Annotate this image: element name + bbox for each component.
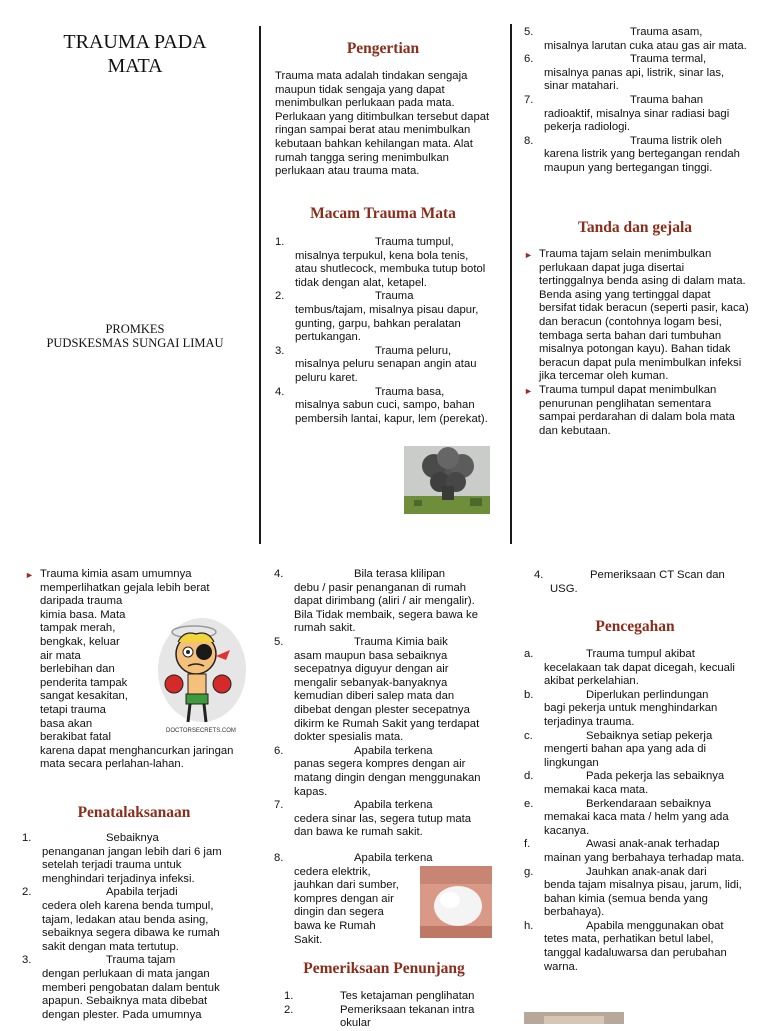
text-line: dingin dan segera: [294, 906, 384, 919]
list-item: a. Trauma tumpul akibat kecelakaan tak dapat dicegah, kecuali akibat perkelahian.: [524, 648, 735, 688]
list-item: 2. Trauma tembus/tajam, misalnya pisau dapur, gunting, garpu, bahkan peralatan pertukangan.: [275, 290, 479, 344]
text-line: sangat kesakitan,: [40, 690, 128, 703]
list-item: 1. Tes ketajaman penglihatan: [284, 990, 475, 1002]
list-item: 7. Apabila terkena cedera sinar las, segera tutup mata dan bawa ke rumah sakit.: [274, 799, 472, 839]
text-line: air mata: [40, 649, 81, 662]
list-item: 8. Trauma listrik oleh karena listrik yang bertegangan rendah maupun yang bertegangan tinggi.: [524, 134, 740, 174]
text-line: memperlihatkan gejala lebih berat: [40, 581, 210, 594]
column-divider-2: [510, 24, 512, 544]
column-divider-1: [259, 26, 261, 544]
text-line: basa akan: [40, 717, 93, 730]
organization-name: PROMKES PUDSKESMAS SUNGAI LIMAU: [46, 322, 224, 350]
list-item: 4. Bila terasa klilipan debu / pasir penanganan di rumah dapat dirimbang (aliri / air mengalir). Bila Tidak membaik, segera bawa ke rumah sakit.: [274, 568, 478, 635]
pencegahan-list: [524, 648, 750, 974]
penatalaksanaan-heading: Penatalaksanaan: [77, 804, 191, 821]
partial-photo: [524, 1012, 624, 1024]
kimia-tail: karena dapat menghancurkan jaringan mata secara perlahan-lahan.: [40, 744, 234, 771]
tanda-gejala-heading: Tanda dan gejala: [578, 219, 692, 236]
pengertian-text: Trauma mata adalah tindakan sengaja maupun tidak sengaja yang dapat menimbulkan perlukaan pada mata. Perlukaan yang ditimbulkan tersebut dapat ringan sampai berat atau menimbulkan kebutaan bahkan kehilangan mata. Alat rumah tangga sering menimbulkan perlukaan atau trauma mata.: [275, 70, 490, 178]
text-line: daripada trauma: [40, 595, 123, 608]
text-line: jauhkan dari sumber,: [294, 879, 399, 892]
list-item: 6. Apabila terkena panas segera kompres dengan air matang dingin dengan menggunakan kapas.: [274, 744, 481, 798]
list-item: c. Sebaiknya setiap pekerja mengerti bahan apa yang ada di lingkungan: [524, 729, 713, 769]
bullet-icon: ►: [524, 385, 533, 396]
list-item: ► Trauma tajam selain menimbulkan perlukaan dapat juga disertai tertinggalnya benda asing di dalam mata. Benda asing yang tertinggal dapat bersifat tidak beracun (seperti pasir, kaca) dan beracun (contohnya logam besi, tembaga serta bahan dari tumbuhan misalnya potongan kayu). Bahan tidak beracun dapat pula menimbulkan infeksi jika tercemar oleh kuman.: [524, 248, 749, 383]
list-item: 7. Trauma bahan radioaktif, misalnya sinar radiasi bagi pekerja radiologi.: [524, 93, 730, 134]
list-item: 5. Trauma asam, misalnya larutan cuka atau gas air mata.: [524, 26, 747, 52]
list-item: 3. Trauma tajam dengan perlukaan di mata jangan memberi pengobatan dalam bentuk apapun. Sebaiknya mata dibebat dengan plester. Pada umumnya: [22, 954, 220, 1021]
tanda-gejala-list: [523, 248, 749, 438]
list-item: ► Trauma tumpul dapat menimbulkan penurunan penglihatan sementara sampai perdarahan di dalam bola mata dan kebutaan.: [524, 383, 735, 437]
list-item: 1. Sebaiknya penanganan jangan lebih dari 6 jam setelah terjadi trauma untuk menghindari terjadinya infeksi.: [22, 832, 222, 885]
macam-trauma-heading: Macam Trauma Mata: [310, 205, 456, 222]
text-line: bawa ke Rumah: [294, 919, 376, 932]
text-line: tampak merah,: [40, 622, 116, 635]
list-item: g. Jauhkan anak-anak dari benda tajam misalnya pisau, jarum, lidi, bahan kimia (semua benda yang berbahaya).: [524, 865, 742, 919]
text-line: Trauma kimia asam umumnya: [40, 568, 192, 580]
macam-trauma-list-continued: [524, 26, 750, 176]
pencegahan-heading: Pencegahan: [595, 618, 675, 635]
list-item-8: 8. Apabila terkena cedera elektrik, jauhkan dari sumber, kompres dengan air dingin dan segera bawa ke Rumah Sakit.: [274, 852, 492, 947]
list-item: h. Apabila menggunakan obat tetes mata, perhatikan betul label, tanggal kadaluwarsa dan perubahan warna.: [524, 919, 727, 973]
list-item: 3. Trauma peluru, misalnya peluru senapan angin atau peluru karet.: [275, 344, 477, 384]
text-line: kompres dengan air: [294, 892, 394, 905]
pemeriksaan-list: [284, 990, 494, 1031]
text-line: bengkak, keluar: [40, 635, 120, 648]
pengertian-heading: Pengertian: [346, 40, 420, 57]
list-item: f. Awasi anak-anak terhadap mainan yang berbahaya terhadap mata.: [524, 838, 745, 864]
list-item: 6. Trauma termal, misalnya panas api, listrik, sinar las, sinar matahari.: [524, 53, 725, 93]
list-item: 2. Pemeriksaan tekanan intra okular: [284, 1003, 475, 1030]
macam-trauma-list: [275, 236, 493, 426]
bandaged-eye-photo: [420, 866, 492, 938]
list-item: d. Pada pekerja las sebaiknya memakai kaca mata.: [524, 770, 725, 796]
text-line: berakibat fatal: [40, 731, 111, 744]
explosion-photo: [404, 446, 490, 514]
list-item: 1. Trauma tumpul, misalnya terpukul, kena bola tenis, atau shutlecock, membuka tutup botol tidak dengan alat, ketapel.: [275, 236, 486, 289]
text-line: Sakit.: [294, 933, 323, 946]
list-item: 5. Trauma Kimia baik asam maupun basa sebaiknya secepatnya diguyur dengan air mengalir sebanyak-banyaknya kemudian diberi salep mata dan dibebat dengan plester secepatnya dikirm ke Rumah Sakit yang terdapat dokter spesialis mata.: [274, 635, 480, 744]
text-line: tetapi trauma: [40, 703, 106, 716]
list-item: 2. Apabila terjadi cedera oleh karena benda tumpul, tajam, ledakan atau benda asing, sebaiknya segera dibawa ke rumah sakit dengan mata tertutup.: [22, 886, 220, 953]
text-line: kimia basa. Mata: [40, 608, 126, 621]
text-line: penderita tampak: [40, 676, 128, 689]
pemeriksaan-item-4: 4. Pemeriksaan CT Scan dan USG.: [534, 569, 725, 595]
list-item: 4. Trauma basa, misalnya sabun cuci, sampo, bahan pembersih lantai, kapur, lem (perekat).: [275, 385, 488, 425]
pemeriksaan-penunjang-heading: Pemeriksaan Penunjang: [303, 960, 465, 977]
penatalaksanaan-list: [22, 832, 246, 1022]
penatalaksanaan-list-continued: [274, 568, 492, 840]
text-line: cedera elektrik,: [294, 865, 371, 878]
bullet-icon: ►: [524, 250, 533, 260]
list-item: b. Diperlukan perlindungan bagi pekerja untuk menghindarkan terjadinya trauma.: [524, 688, 718, 728]
cartoon-injured-eye-illustration: [150, 612, 248, 738]
list-item: e. Berkendaraan sebaiknya memakai kaca mata / helm yang ada kacanya.: [524, 797, 729, 837]
text-line: berlebihan dan: [40, 663, 115, 676]
cartoon-caption: DOCTORSECRETS.COM: [166, 728, 236, 734]
bullet-icon: ►: [25, 570, 34, 580]
brochure-title: TRAUMA PADA MATA: [63, 31, 207, 77]
